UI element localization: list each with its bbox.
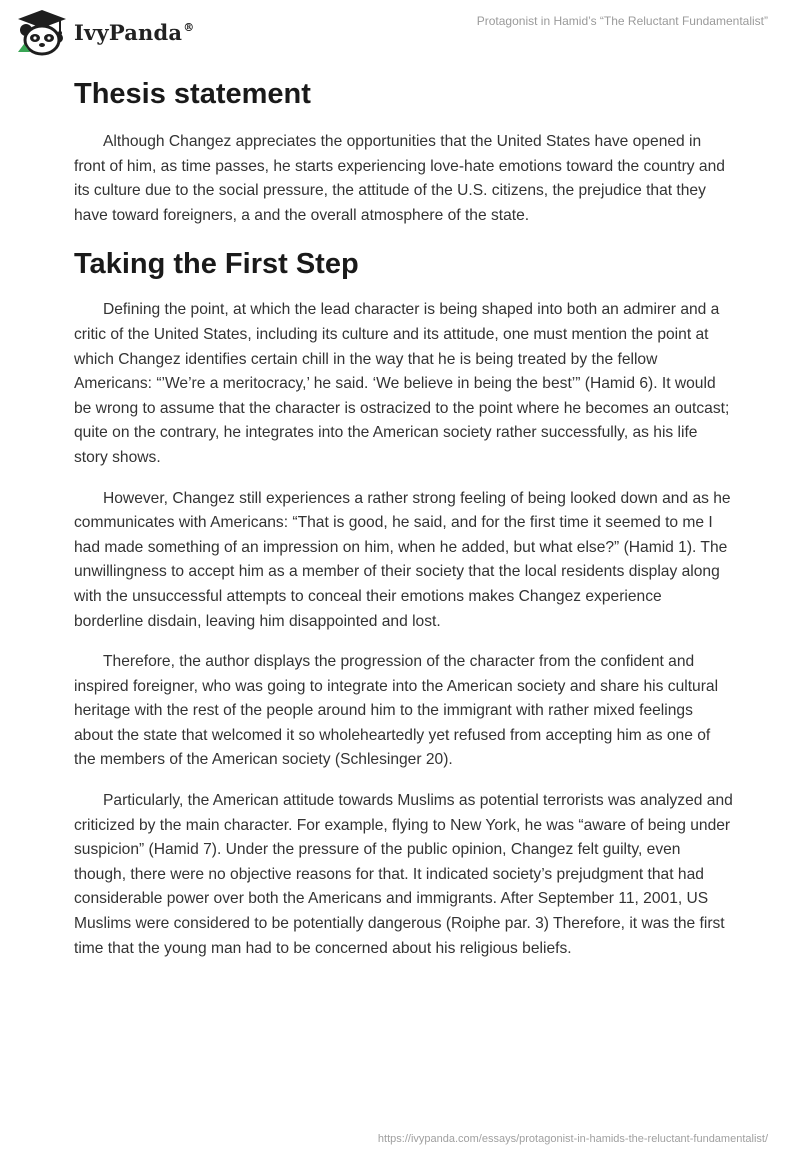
logo-wordmark [74,20,194,45]
logo-text: IvyPanda [74,19,183,45]
registered-mark: ® [183,20,195,34]
paragraph: Therefore, the author displays the progression of the character from the confident and inspired foreigner, who was going to integrate into the American society and share his cultural heritage with the rest of the people around him to the immigrant with rather mixed feelings about the state that welcomed it so wholeheartedly yet refused from accepting him as one of the members of the American society (Schlesinger 20). [74,653,719,769]
paragraph: Defining the point, at which the lead character is being shaped into both an admirer and a critic of the United States, including its culture and its attitude, one must mention the point at which Changez identifies certain chill in the way that he is being treated by the fellow Americans: “’We’re a meritocracy,’ he said. ‘We believe in being the best’” (Hamid 6). It would be wrong to assume that the character is ostracized to the point where he becomes an outcast; quite on the contrary, he integrates into the American society rather successfully, as his life story shows. [74,301,730,466]
section-heading-first-step: Taking the First Step [74,248,359,281]
ivypanda-logo[interactable] [16,8,194,56]
source-url[interactable]: https://ivypanda.com/essays/protagonist-in-hamids-the-reluctant-fundamentalist/ [377,1133,768,1145]
section-heading-thesis: Thesis statement [74,78,311,110]
paragraph: However, Changez still experiences a rather strong feeling of being looked down and as he communicates with Americans: “That is good, he said, and for the first time it seemed to me I had made something of an impression on him, when he added, but what else?” (Hamid 1). The unwillingness to accept him as a member of their society that the local residents display along with the unsuccessful attempts to conceal their emotions makes Changez experience borderline disdain, leaving him disappointed and lost. [74,489,731,630]
page-header [0,0,800,70]
paragraph: Although Changez appreciates the opportunities that the United States have opened in front of him, as time passes, he starts experiencing love-hate emotions toward the country and its culture due to the social pressure, the attitude of the U.S. citizens, the prejudice that they have toward foreigners, a and the overall atmosphere of the state. [74,133,725,224]
essay-body [74,70,734,977]
document-title: Protagonist in Hamid’s “The Reluctant Fundamentalist” [476,14,768,28]
paragraph: Particularly, the American attitude towards Muslims as potential terrorists was analyzed and criticized by the main character. For example, flying to New York, he was “aware of being under suspicion” (Hamid 7). Under the pressure of the public opinion, Changez felt guilty, even though, there were no objective reasons for that. It indicated society’s prejudgment that had considerable power over both the Americans and immigrants. After September 11, 2001, US Muslims were considered to be potentially dangerous (Roiphe par. 3) Therefore, it was the first time that the young man had to be concerned about his religious beliefs. [74,792,733,957]
panda-graduation-icon [16,8,68,56]
